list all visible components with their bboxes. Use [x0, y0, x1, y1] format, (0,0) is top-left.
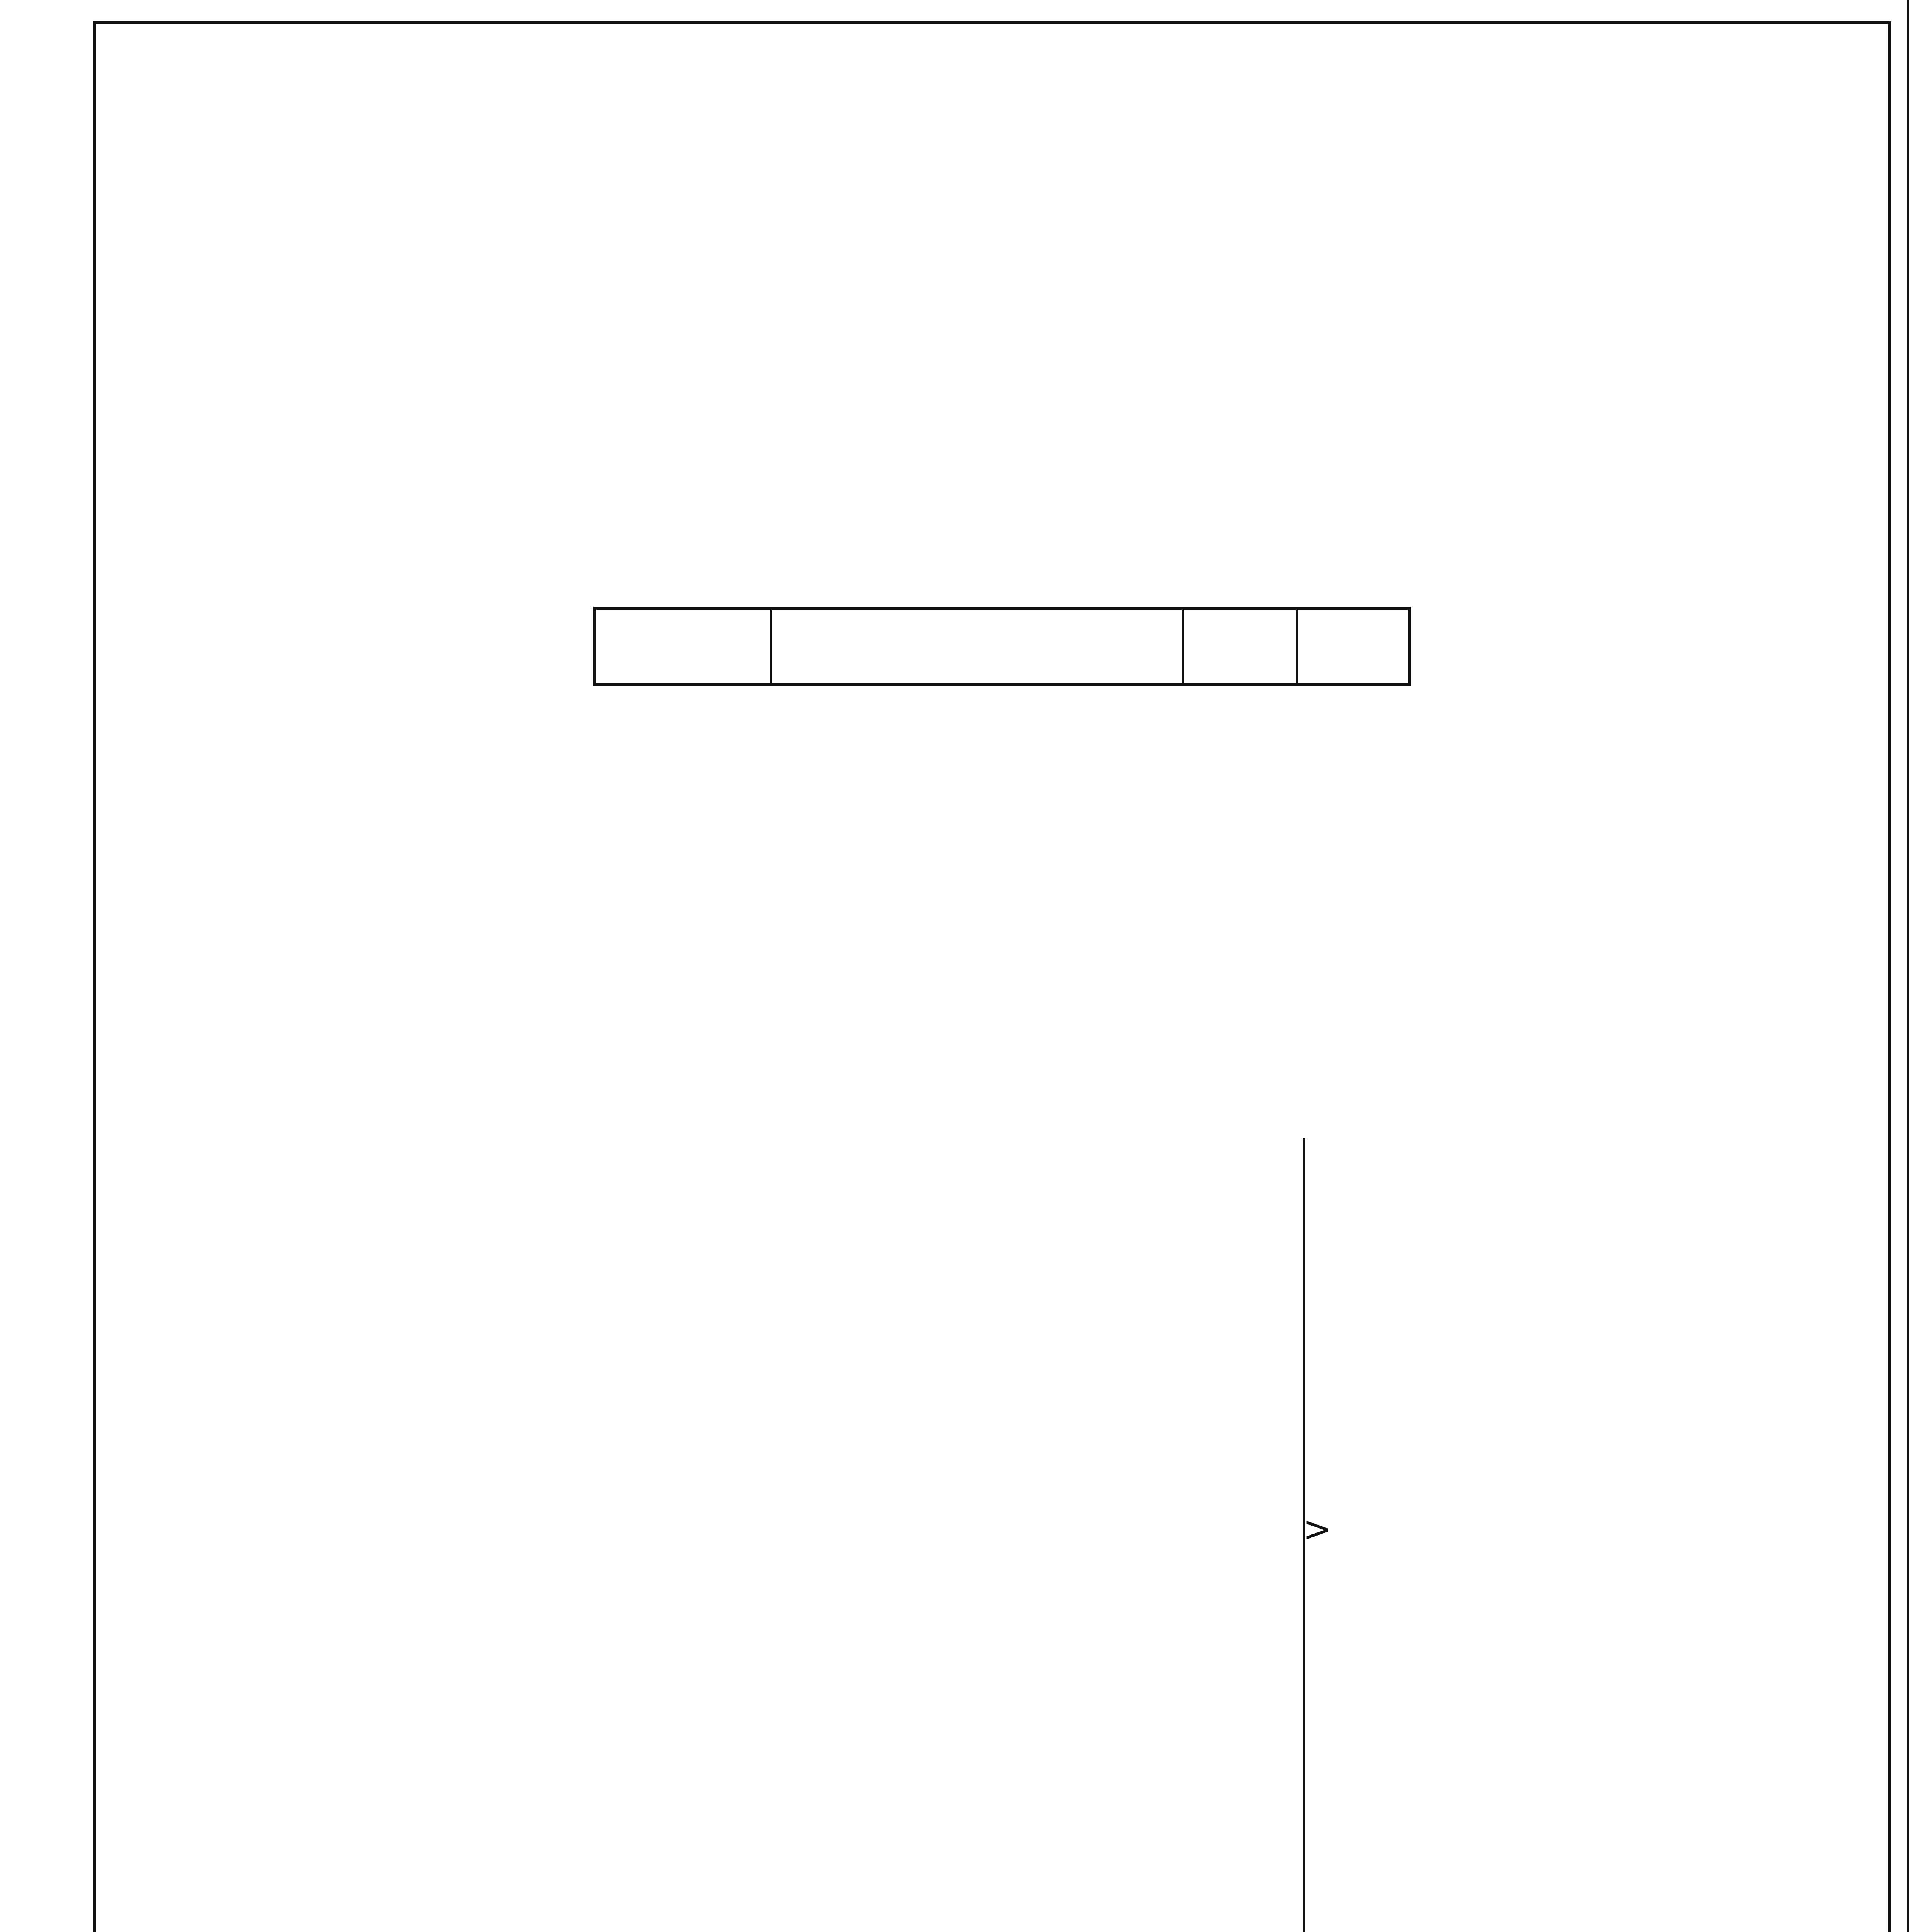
notes-brace-point: >	[1303, 1509, 1332, 1549]
header-note	[1297, 608, 1410, 685]
header-designation	[595, 608, 771, 685]
table-header-row	[595, 608, 1409, 685]
contents-table	[593, 607, 1411, 686]
header-page	[1183, 608, 1297, 685]
drawing-frame	[93, 21, 1891, 1932]
header-name	[771, 608, 1183, 685]
page-edge-right	[1907, 0, 1909, 1932]
